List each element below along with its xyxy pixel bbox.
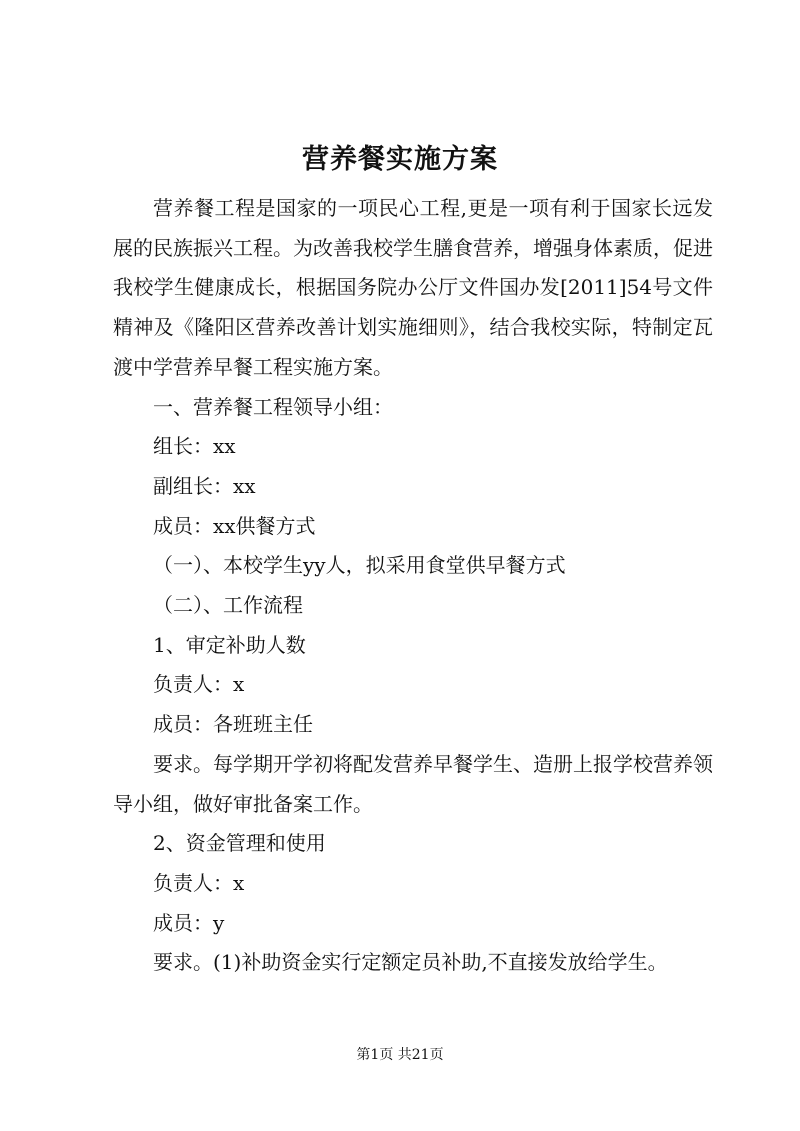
page-number-footer: 第1页 共21页 <box>356 1047 444 1063</box>
members-line: 成员：xx供餐方式 <box>153 513 316 538</box>
item-verify-count: 1、审定补助人数 <box>153 632 306 657</box>
deputy-leader-line: 副组长：xx <box>153 473 256 498</box>
members-line: 成员：各班班主任 <box>153 712 313 737</box>
document-body <box>113 189 713 983</box>
requirement-paragraph: 要求。(1)补助资金实行定额定员补助,不直接发放给学生。 <box>153 950 668 975</box>
subsection-workflow: （二）、工作流程 <box>153 593 303 618</box>
intro-paragraph: 营养餐工程是国家的一项民心工程,更是一项有利于国家长远发展的民族振兴工程。为改善我校学生膳食营养，增强身体素质，促进我校学生健康成长，根据国务院办公厅文件国办发[2011]54号文件精神及《隆阳区营养改善计划实施细则》，结合我校实际，特制定瓦渡中学营养早餐工程实施方案。 <box>113 196 713 379</box>
document-title: 营养餐实施方案 <box>302 144 498 175</box>
item-fund-management: 2、资金管理和使用 <box>153 831 326 856</box>
subsection-supply-method: （一）、本校学生yy人，拟采用食堂供早餐方式 <box>153 553 566 578</box>
members-line: 成员：y <box>153 910 225 935</box>
responsible-person-line: 负责人：x <box>153 672 245 697</box>
requirement-paragraph: 要求。每学期开学初将配发营养早餐学生、造册上报学校营养领导小组，做好审批备案工作。 <box>113 751 713 816</box>
responsible-person-line: 负责人：x <box>153 870 245 895</box>
team-leader-line: 组长：xx <box>153 434 236 459</box>
section-heading-leadership: 一、营养餐工程领导小组： <box>153 394 393 419</box>
